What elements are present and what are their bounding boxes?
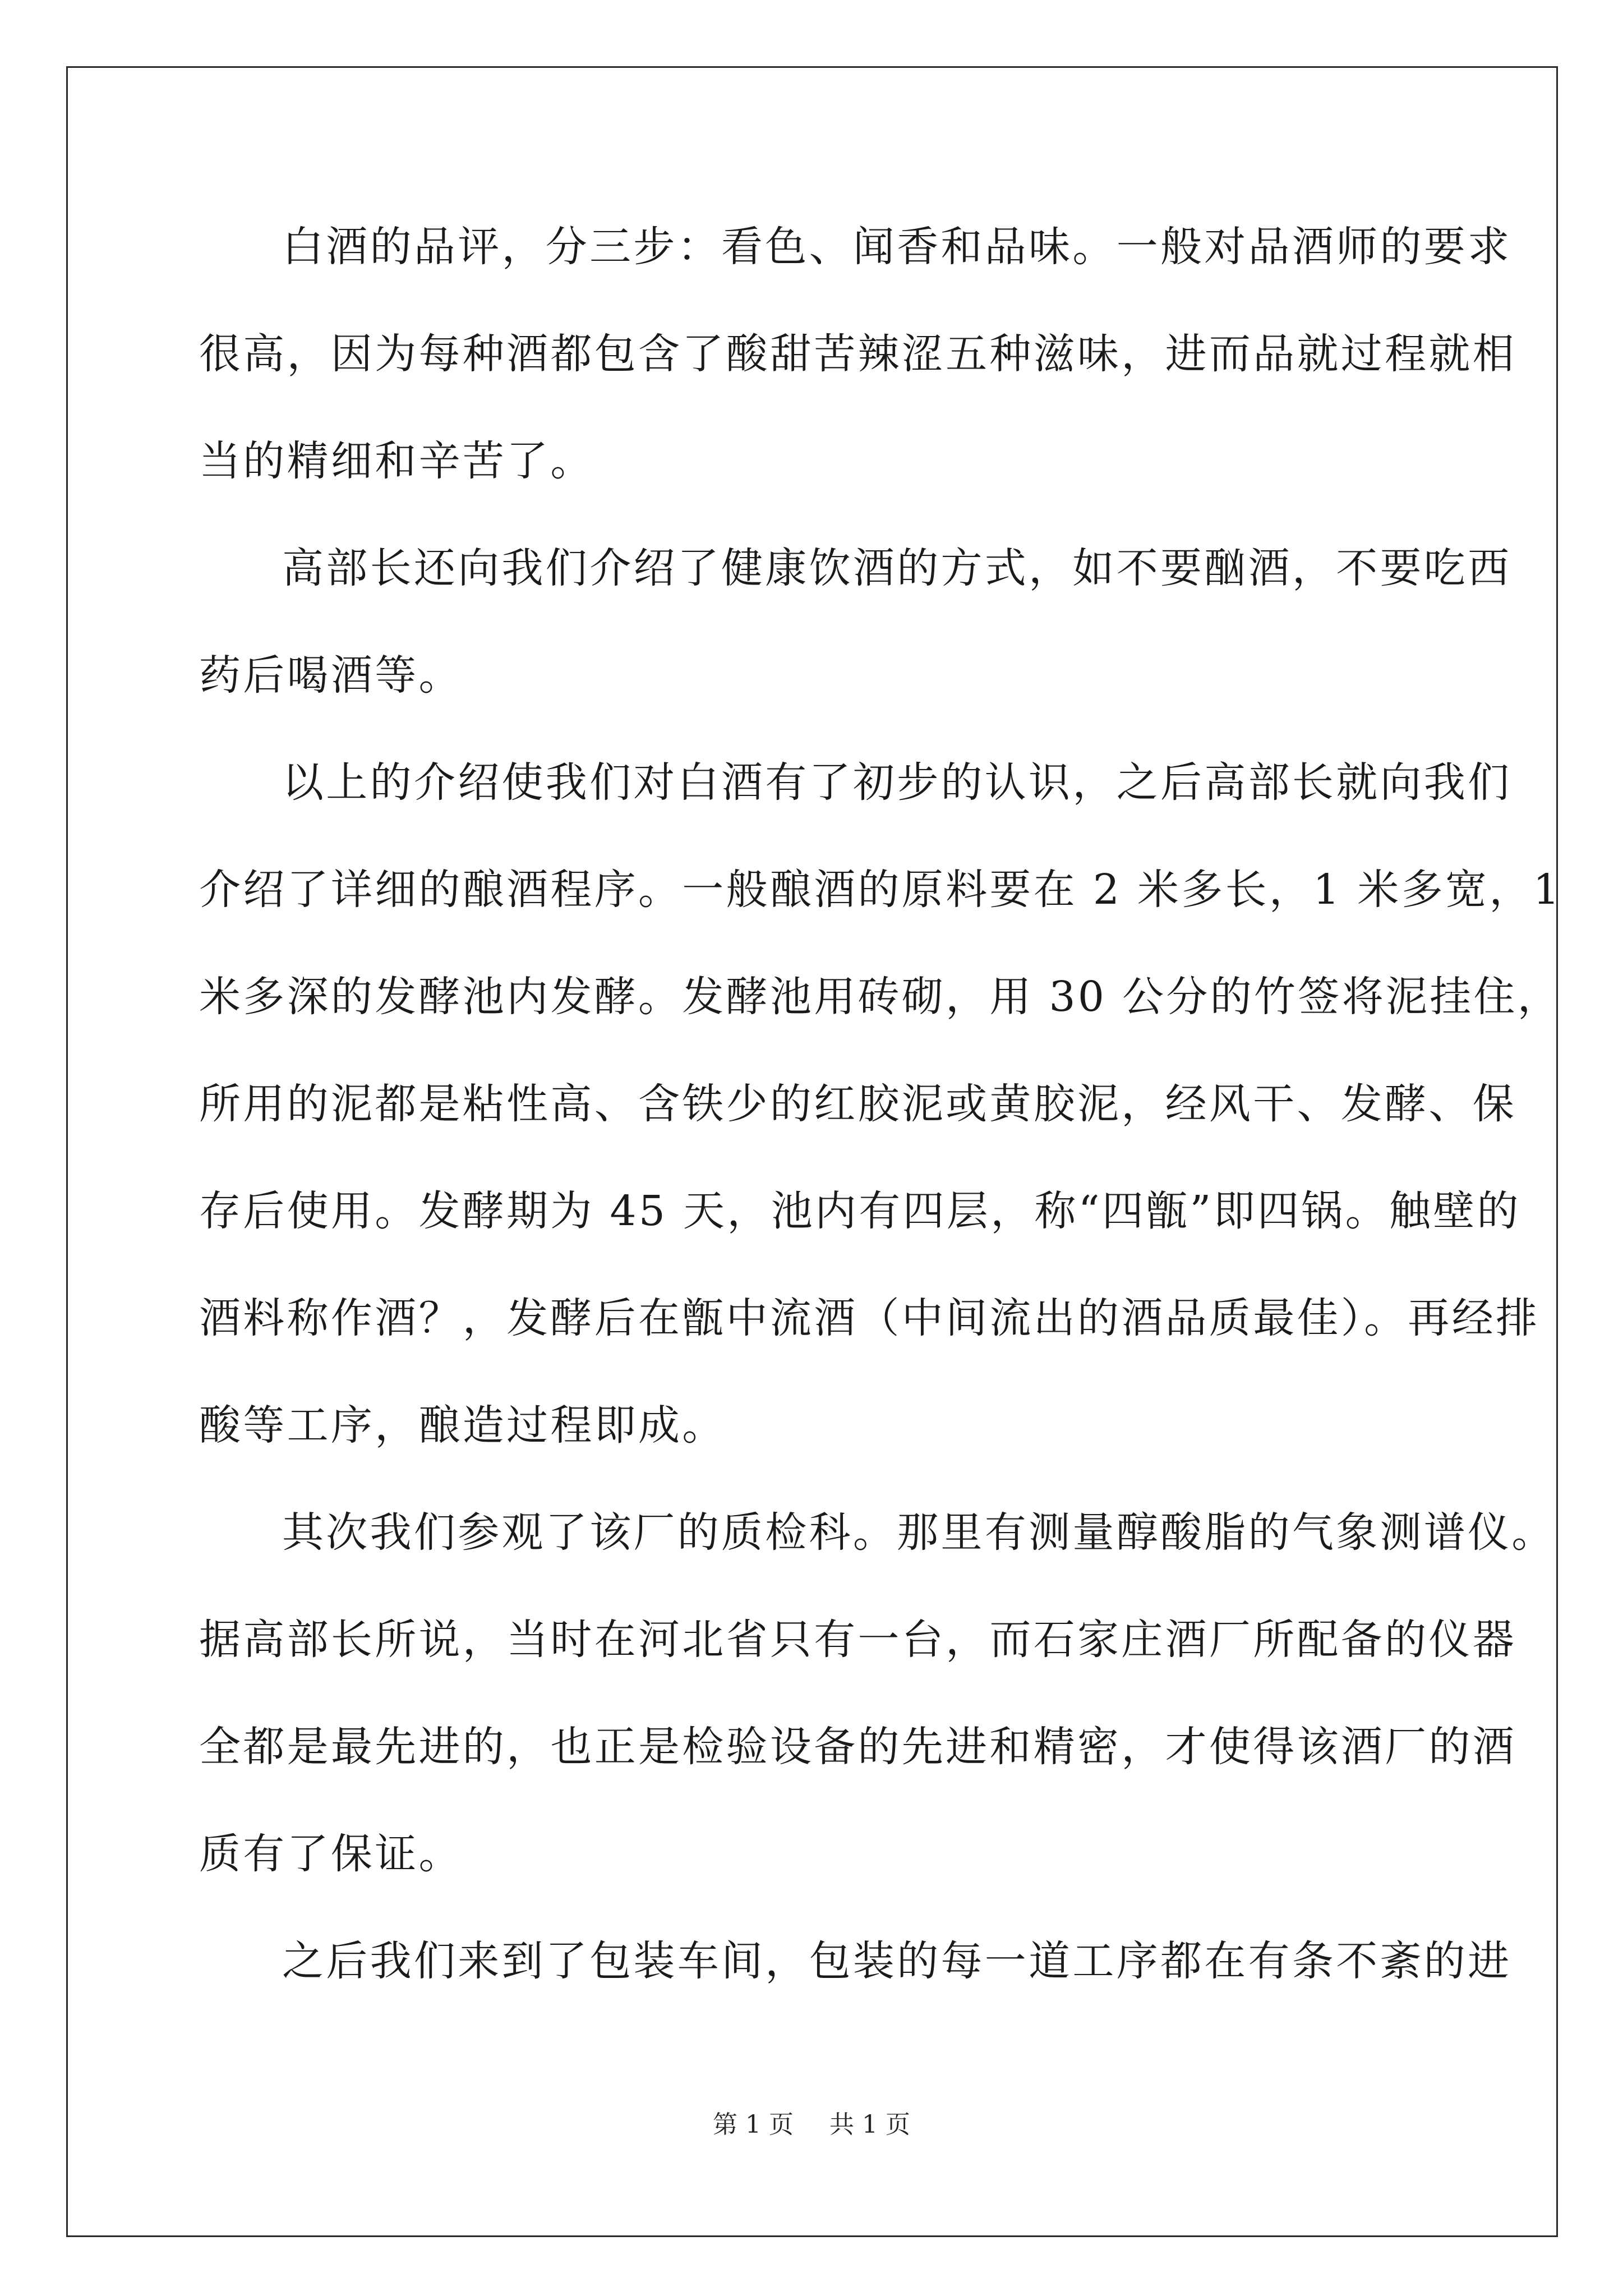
paragraph-line: 介绍了详细的酿酒程序。一般酿酒的原料要在 2 米多长，1 米多宽，1 (199, 866, 1562, 914)
paragraph-line: 很高，因为每种酒都包含了酸甜苦辣涩五种滋味，进而品就过程就相 (199, 330, 1516, 378)
paragraph-line: 高部长还向我们介绍了健康饮酒的方式，如不要酗酒，不要吃西 (282, 544, 1512, 592)
paragraph-line: 药后喝酒等。 (199, 651, 463, 700)
page-number-current: 第 1 页 (713, 2110, 794, 2139)
page-footer (0, 2108, 1623, 2142)
paragraph-line: 存后使用。发酵期为 45 天，池内有四层，称“四甑”即四锅。触壁的 (199, 1187, 1521, 1235)
paragraph-line: 之后我们来到了包装车间，包装的每一道工序都在有条不紊的进 (282, 1937, 1512, 1985)
paragraph-line: 酒料称作酒？，发酵后在甑中流酒（中间流出的酒品质最佳）。再经排 (199, 1294, 1540, 1342)
paragraph-line: 酸等工序，酿造过程即成。 (199, 1401, 726, 1450)
paragraph-line: 米多深的发酵池内发酵。发酵池用砖砌，用 30 公分的竹签将泥挂住， (199, 973, 1562, 1021)
page-border (66, 66, 1558, 2237)
paragraph-line: 据高部长所说，当时在河北省只有一台，而石家庄酒厂所配备的仪器 (199, 1616, 1516, 1664)
paragraph-line: 当的精细和辛苦了。 (199, 437, 594, 485)
paragraph-line: 质有了保证。 (199, 1830, 463, 1878)
paragraph-line: 以上的介绍使我们对白酒有了初步的认识，之后高部长就向我们 (282, 758, 1512, 807)
paragraph-line: 全都是最先进的，也正是检验设备的先进和精密，才使得该酒厂的酒 (199, 1723, 1516, 1771)
paragraph-line: 其次我们参观了该厂的质检科。那里有测量醇酸脂的气象测谱仪。 (282, 1508, 1556, 1557)
page-number-total: 共 1 页 (829, 2110, 910, 2139)
paragraph-line: 所用的泥都是粘性高、含铁少的红胶泥或黄胶泥，经风干、发酵、保 (199, 1080, 1516, 1128)
paragraph-line: 白酒的品评，分三步：看色、闻香和品味。一般对品酒师的要求 (282, 223, 1512, 271)
